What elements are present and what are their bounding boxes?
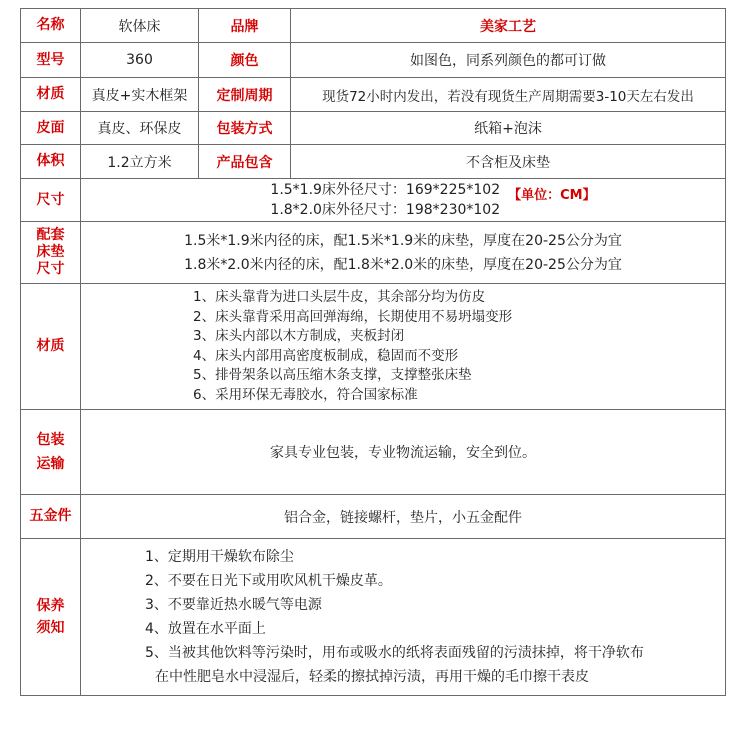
care-item: 3、不要靠近热水暖气等电源 bbox=[145, 597, 322, 613]
row-materials bbox=[20, 283, 726, 409]
row-mattress bbox=[20, 221, 726, 283]
size-line-1: 1.5*1.9床外径尺寸：169*225*102 bbox=[270, 182, 501, 198]
row-packaging bbox=[20, 409, 726, 494]
care-item: 5、当被其他饮料等污染时，用布或吸水的纸将表面残留的污渍抹掉，将干净软布 bbox=[145, 645, 644, 661]
label-name: 名称 bbox=[21, 9, 81, 42]
materials-item: 1、床头靠背为进口头层牛皮，其余部分均为仿皮 bbox=[193, 289, 486, 305]
label-hardware: 五金件 bbox=[21, 495, 81, 538]
size-content bbox=[81, 179, 725, 221]
label-model: 型号 bbox=[21, 43, 81, 77]
row-surface bbox=[20, 111, 726, 144]
label-mattress-line-3: 尺寸 bbox=[36, 261, 65, 277]
care-list bbox=[81, 539, 725, 695]
value-name: 软体床 bbox=[81, 9, 199, 42]
row-name bbox=[20, 8, 726, 42]
materials-item: 4、床头内部用高密度板制成，稳固而不变形 bbox=[193, 347, 459, 364]
label-volume: 体积 bbox=[21, 145, 81, 178]
value-model: 360 bbox=[81, 43, 199, 77]
mattress-content bbox=[81, 222, 725, 283]
packaging-text: 家具专业包装，专业物流运输，安全到位。 bbox=[270, 445, 536, 461]
row-care bbox=[20, 538, 726, 696]
hardware-text: 铝合金，链接螺杆，垫片，小五金配件 bbox=[284, 509, 522, 526]
row-material bbox=[20, 77, 726, 111]
label-packing-method: 包装方式 bbox=[199, 112, 291, 144]
care-item: 在中性肥皂水中浸湿后，轻柔的擦拭掉污渍，再用干燥的毛巾擦干表皮 bbox=[155, 669, 589, 685]
value-brand: 美家工艺 bbox=[480, 18, 536, 35]
label-packaging-line-2: 运输 bbox=[36, 456, 65, 472]
label-mattress-line-2: 床垫 bbox=[36, 244, 65, 260]
care-item: 1、定期用干燥软布除尘 bbox=[145, 549, 294, 565]
label-includes: 产品包含 bbox=[199, 145, 291, 178]
value-color: 如图色，同系列颜色的都可订做 bbox=[410, 53, 606, 69]
materials-item: 5、排骨架条以高压缩木条支撑，支撑整张床垫 bbox=[193, 367, 472, 383]
care-item: 2、不要在日光下或用吹风机干燥皮革。 bbox=[145, 573, 392, 589]
label-color: 颜色 bbox=[199, 43, 291, 77]
row-model bbox=[20, 42, 726, 77]
row-volume bbox=[20, 144, 726, 178]
row-hardware bbox=[20, 494, 726, 538]
size-lines bbox=[270, 180, 500, 220]
care-item: 4、放置在水平面上 bbox=[145, 621, 266, 637]
materials-item: 2、床头靠背采用高回弹海绵，长期使用不易坍塌变形 bbox=[193, 308, 513, 325]
value-volume: 1.2立方米 bbox=[81, 145, 199, 178]
label-mattress bbox=[21, 222, 81, 283]
label-mattress-line-1: 配套 bbox=[36, 227, 65, 243]
value-packing-method: 纸箱+泡沫 bbox=[474, 121, 542, 137]
label-care-line-1: 保养 bbox=[36, 598, 65, 614]
row-size bbox=[20, 178, 726, 221]
label-brand: 品牌 bbox=[199, 9, 291, 42]
size-unit: 【单位：CM】 bbox=[508, 187, 596, 203]
label-packaging-line-1: 包装 bbox=[36, 432, 65, 448]
size-line-2: 1.8*2.0床外径尺寸：198*230*102 bbox=[270, 202, 501, 218]
mattress-line-2: 1.8米*2.0米内径的床，配1.8米*2.0米的床垫，厚度在20-25公分为宜 bbox=[184, 256, 622, 273]
value-material: 真皮+实木框架 bbox=[81, 78, 199, 111]
label-size: 尺寸 bbox=[21, 179, 81, 221]
label-lead-time: 定制周期 bbox=[199, 78, 291, 111]
label-surface: 皮面 bbox=[21, 112, 81, 144]
label-care-line-2: 须知 bbox=[36, 620, 65, 636]
label-packaging bbox=[21, 410, 81, 494]
label-material: 材质 bbox=[21, 78, 81, 111]
label-care bbox=[21, 539, 81, 695]
label-materials: 材质 bbox=[21, 284, 81, 409]
spec-table bbox=[20, 8, 726, 696]
value-includes: 不含柜及床垫 bbox=[466, 154, 550, 171]
value-surface: 真皮、环保皮 bbox=[81, 112, 199, 144]
materials-item: 3、床头内部以木方制成，夹板封闭 bbox=[193, 328, 405, 344]
mattress-line-1: 1.5米*1.9米内径的床，配1.5米*1.9米的床垫，厚度在20-25公分为宜 bbox=[184, 232, 622, 249]
value-lead-time: 现货72小时内发出，若没有现货生产周期需要3-10天左右发出 bbox=[322, 88, 694, 105]
materials-item: 6、采用环保无毒胶水，符合国家标准 bbox=[193, 386, 418, 403]
materials-list bbox=[81, 284, 725, 409]
